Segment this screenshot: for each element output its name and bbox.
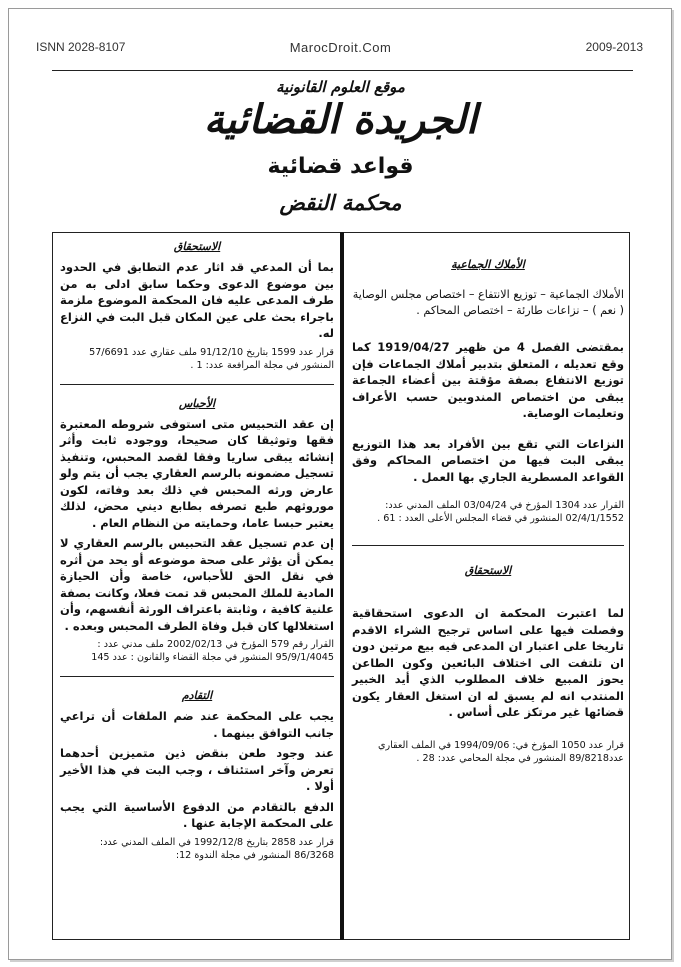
section-separator xyxy=(60,676,334,677)
ruling-reference: قرار عدد 1050 المؤرخ في: 1994/09/06 في الملف العقاري xyxy=(377,739,624,751)
ruling-paragraph: الدفع بالتقادم من الدفوع الأساسية التي يجب على المحكمة الإجابة عنها . xyxy=(60,799,334,830)
ruling-prescription xyxy=(60,689,334,862)
publication-years: 2009-2013 xyxy=(585,40,643,54)
right-column xyxy=(352,240,624,765)
ruling-reference: المنشور في مجلة المرافعة عدد: 1 . xyxy=(190,359,334,371)
site-url: MarocDroit.Com xyxy=(289,40,392,55)
ruling-reference: قرار عدد 2858 بتاريخ 1992/12/8 في الملف المدني عدد: xyxy=(99,836,334,848)
ruling-reference: القرار عدد 1304 المؤرخ في 03/04/24 الملف المدني عدد: xyxy=(385,500,624,511)
ruling-paragraph: إن عدم تسجيل عقد التحبيس بالرسم العقاري لا يمكن أن يؤثر على صحة موضوعه أو يحد من أثره في نقل الحق للأحباس، خاصة وأن الحيازة المادية للملك المحبس قد تمت فعلا، وكانت بصفة علنية كافية ، وثابتة باعتراف الورثة أنفسهم، وأن استغلالها كان قبل وفاة الطرف المحبس وبعده . xyxy=(60,536,334,633)
section-separator xyxy=(352,545,624,546)
ruling-reference: 86/3268 المنشور في مجلة الندوة 12: xyxy=(175,849,334,861)
header-rule xyxy=(52,70,633,71)
section-title: الأحباس xyxy=(178,396,216,410)
masthead-court-name: محكمة النقض xyxy=(279,190,402,215)
ruling-paragraph: يجب على المحكمة عند ضم الملفات أن تراعي جانب التوافق بينهما . xyxy=(60,709,334,740)
ruling-paragraph: لما اعتبرت المحكمة ان الدعوى استحقاقية وفصلت فيها على اساس ترجيح الشراء الاقدم تاريخا على اعتبار ان المدعى فيه بيع مرتين دون ان تلتفت الى اختلاف البائعين وكون الطاعن يحوز المبيع خلاف المطلوب الذي أيد الخبير المنتدب انه لم يسبق له ان استغل العقار يكون قضائها غير مرتكز على أساس . xyxy=(352,606,624,719)
ruling-paragraph: بمقتضى الفصل 4 من ظهير 1919/04/27 كما وقع تعديله ، المتعلق بتدبير أملاك الجماعات فإن توزيع الانتفاع بصفة مؤقتة بين أعضاء الجماعة يبقى من اختصاص المندوبين حسب الأعراف وتعليمات الوصاية. xyxy=(352,340,624,420)
ruling-reference: عدد89/8218 المنشور في مجلة المحامي عدد: 28 . xyxy=(416,752,624,764)
ruling-paragraph: إن عقد التحبيس متى استوفى شروطه المعتبرة فقها وتوثيقا كان صحيحا، ووجوده ثابت وأثر إنشائه يبقى ساريا وفقا لقصد المحبس، وتنفيذ تسجيل مضمونه بالرسم العقاري يجب أن يتم ولو عارض ورثه المحبس في ذلك بعد وفاته، لكون موروثهم طبع تصرفه بطابع ديني محض، لذلك يعتبر حبسا عاما، وحمايته من النظام العام . xyxy=(60,416,334,530)
section-title: الاستحقاق xyxy=(464,564,512,577)
ruling-paragraph: بما أن المدعي قد اثار عدم التطابق في الحدود بين موضوع الدعوى وحكما سابق ادلى به من طرف المدعى عليه فان المحكمة الموضوع ملزمة باجراء بحث على عين المكان قبل البت في النزاع له. xyxy=(60,260,334,340)
section-separator xyxy=(60,384,334,385)
left-column xyxy=(60,240,334,862)
section-title: الأملاك الجماعية xyxy=(451,258,525,271)
section-title: الاستحقاق xyxy=(173,240,221,253)
section-title: التقادم xyxy=(181,689,213,702)
ruling-paragraph: النزاعات التي تقع بين الأفراد بعد هذا التوزيع يبقى البت فيها من اختصاص المحاكم وفق القواعد المسطرية الجاري بها العمل . xyxy=(352,436,624,484)
issn-label: ISNN 2028-8107 xyxy=(36,40,126,54)
ruling-topics: الأملاك الجماعية – توزيع الانتفاع – اختصاص مجلس الوصاية ( نعم ) – نزاعات طارئة – اختصاص المحاكم . xyxy=(352,288,624,317)
ruling-reference: قرار عدد 1599 بتاريخ 91/12/10 ملف عقاري عدد 57/6691 xyxy=(89,346,334,358)
ruling-paragraph: عند وجود طعن بنقض ذين متميزين أحدهما تعرض وآخر استئناف ، وجب البت في هذا الأخير أولا . xyxy=(60,746,334,793)
masthead-journal-title: الجريدة القضائية xyxy=(203,96,478,143)
masthead-subtitle: قواعد قضائية xyxy=(267,154,414,179)
column-divider xyxy=(340,232,344,940)
ruling-entitlement xyxy=(352,564,624,765)
masthead-site-name: موقع العلوم القانونية xyxy=(276,78,405,96)
ruling-reference: 02/4/1/1552 المنشور في قضاء المجلس الأعلى العدد : 61 . xyxy=(377,513,624,524)
ruling-endowments xyxy=(60,397,334,665)
ruling-reference: 95/9/1/4045 المنشور في مجلة القضاء والقانون : عدد 145 xyxy=(91,652,334,663)
ruling-reference: القرار رقم 579 المؤرخ في 2002/02/13 ملف مدني عدد : xyxy=(97,639,334,650)
ruling-entitlement-boundaries xyxy=(60,240,334,372)
ruling-communal-property xyxy=(352,258,624,525)
